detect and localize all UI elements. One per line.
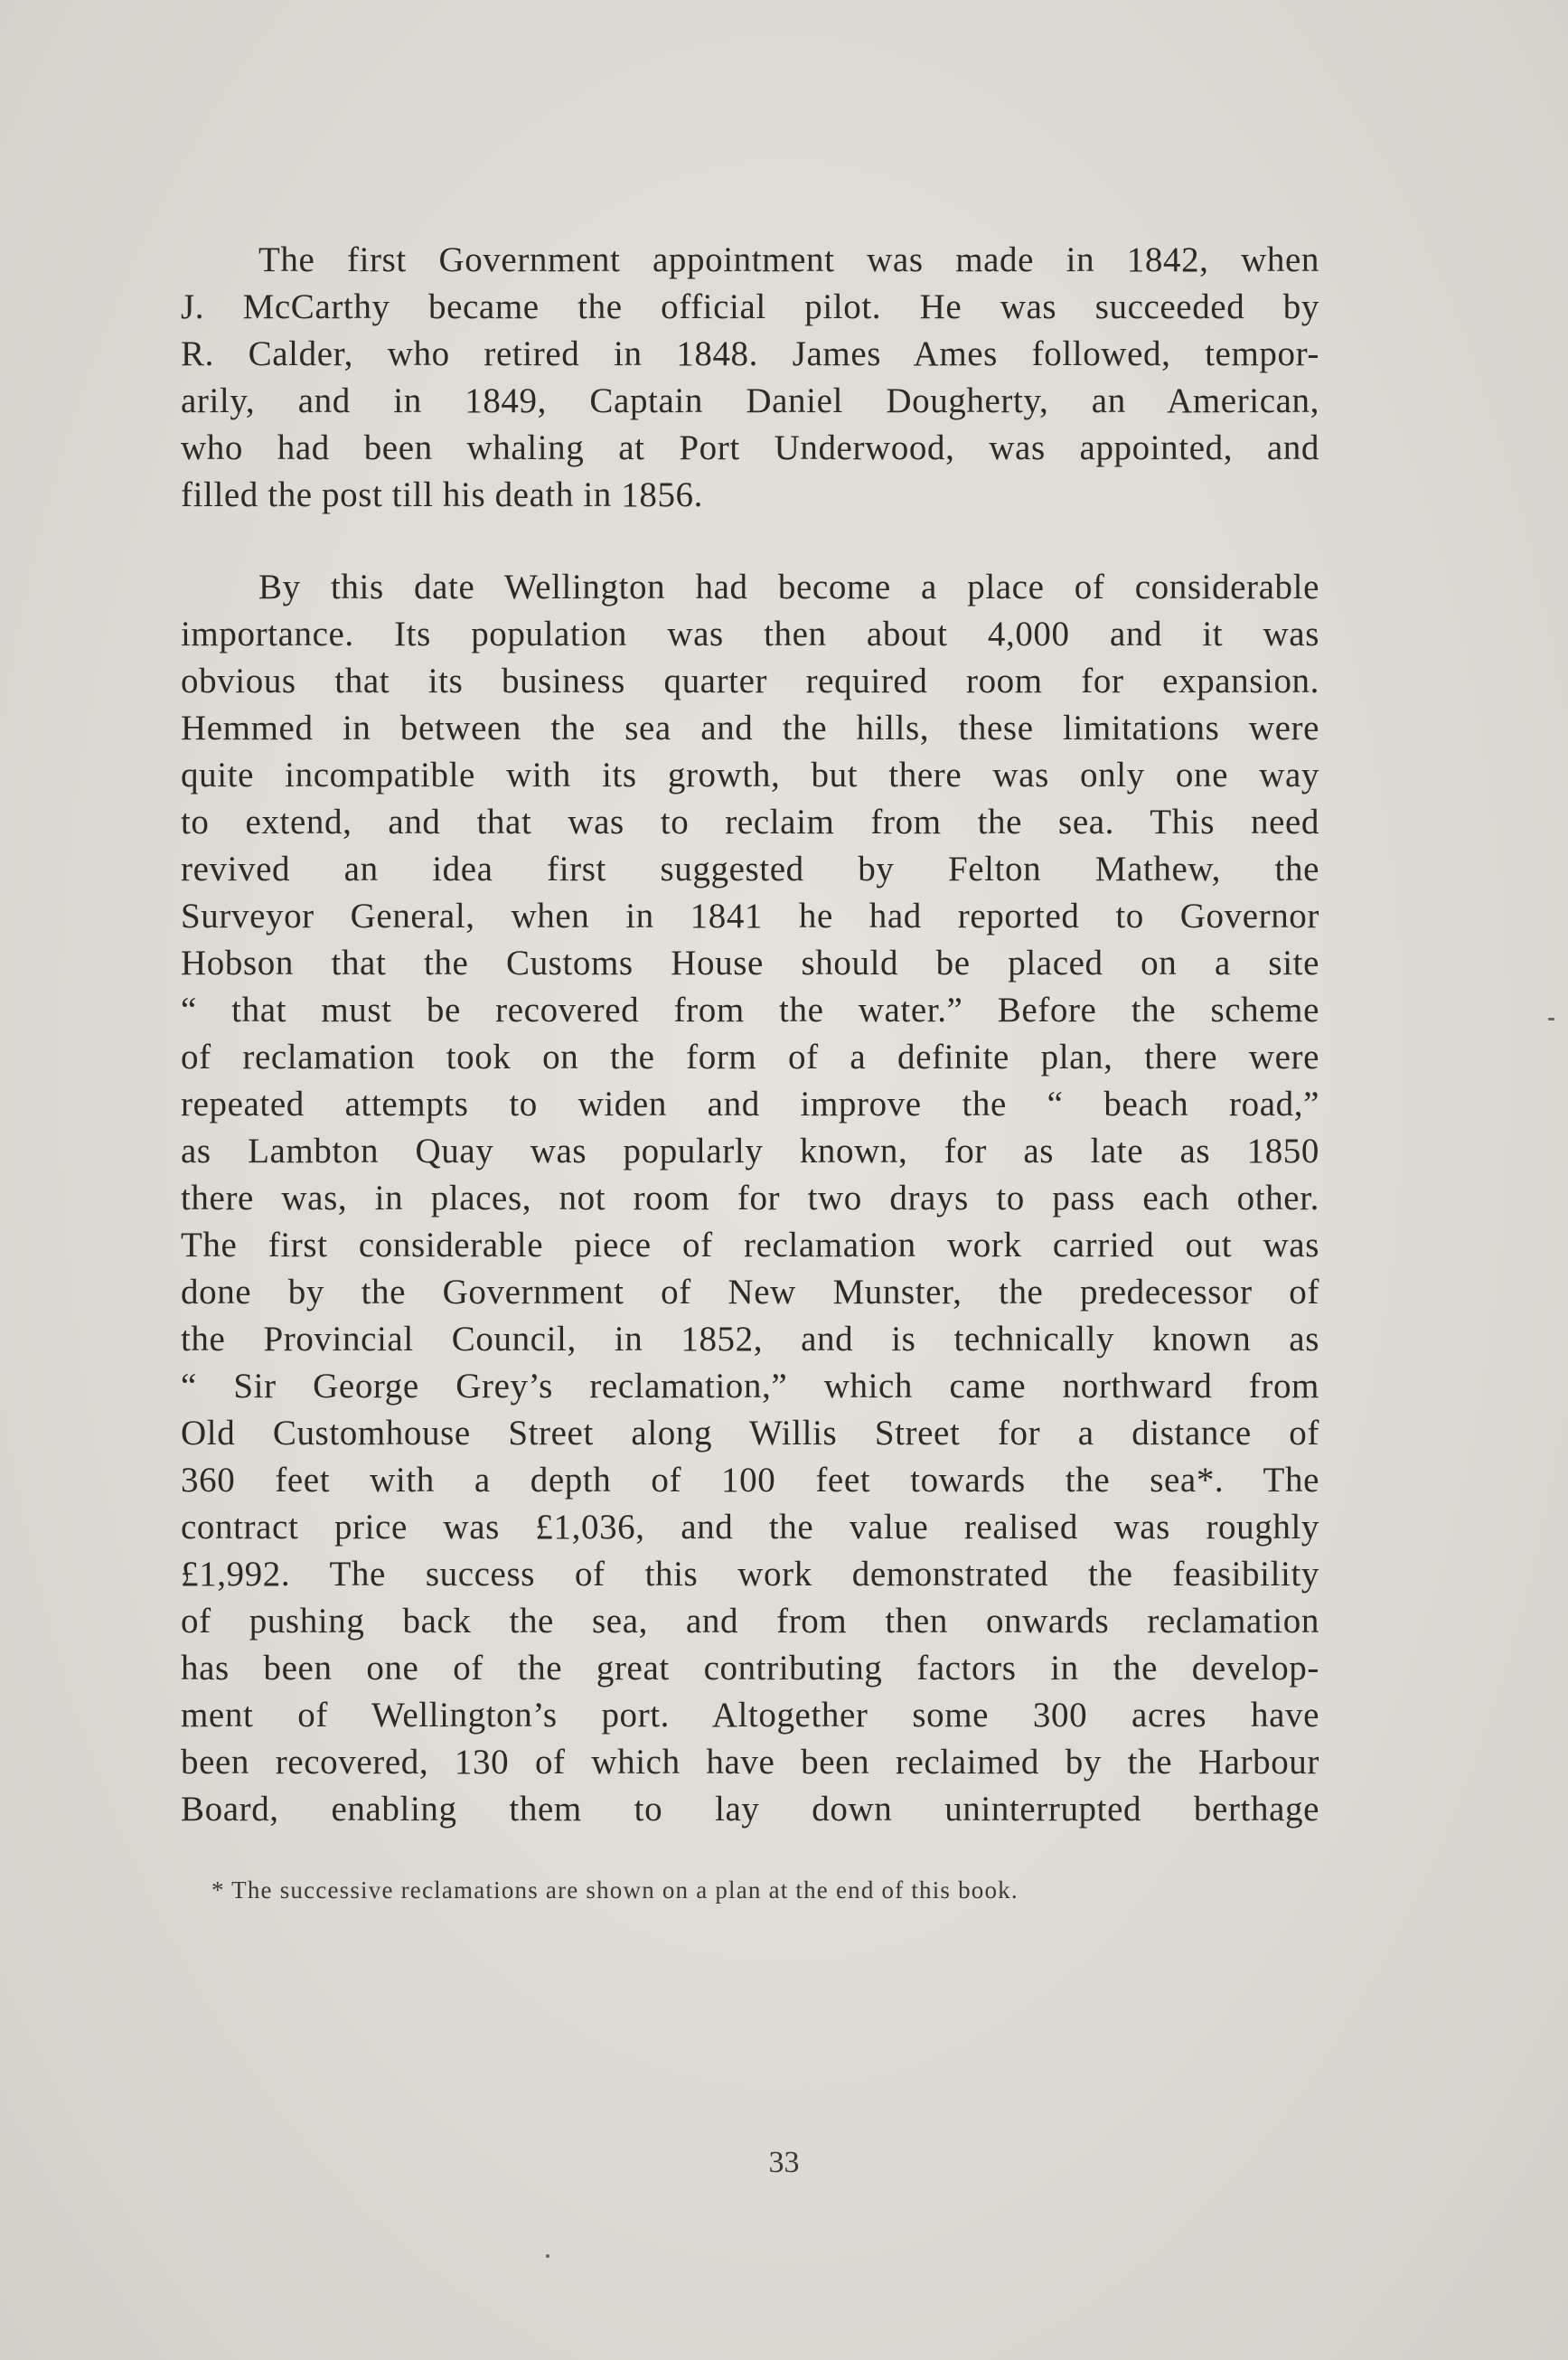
paper-speck — [546, 2254, 549, 2258]
text-line: 360 feet with a depth of 100 feet towards the sea*. The — [181, 1461, 1319, 1500]
text-line: there was, in places, not room for two drays to pass each other. — [181, 1179, 1319, 1218]
text-line: been recovered, 130 of which have been reclaimed by the Harbour — [181, 1743, 1319, 1782]
text-line: of reclamation took on the form of a definite plan, there were — [181, 1038, 1319, 1077]
text-line: to extend, and that was to reclaim from the sea. This need — [181, 803, 1319, 842]
paragraph-reclamation — [181, 564, 1319, 1833]
text-line: The first considerable piece of reclamation work carried out was — [181, 1226, 1319, 1265]
text-line: “ Sir George Grey’s reclamation,” which came northward from — [181, 1367, 1319, 1406]
text-line: obvious that its business quarter required room for expansion. — [181, 662, 1319, 700]
text-line: Board, enabling them to lay down uninterrupted berthage — [181, 1790, 1319, 1829]
text-line: R. Calder, who retired in 1848. James Ames followed, tempor- — [181, 334, 1319, 373]
paper-speck — [1548, 1018, 1554, 1020]
text-line: By this date Wellington had become a place of considerable — [258, 568, 1319, 606]
text-line: J. McCarthy became the official pilot. He was succeeded by — [181, 287, 1319, 326]
text-line: as Lambton Quay was popularly known, for as late as 1850 — [181, 1132, 1319, 1171]
text-line: The first Government appointment was made in 1842, when — [258, 240, 1319, 279]
text-line: arily, and in 1849, Captain Daniel Dougherty, an American, — [181, 381, 1319, 420]
text-line: Old Customhouse Street along Willis Street for a distance of — [181, 1414, 1319, 1453]
page-number: 33 — [768, 2146, 800, 2179]
text-line: revived an idea first suggested by Felton Mathew, the — [181, 850, 1319, 889]
text-line: the Provincial Council, in 1852, and is technically known as — [181, 1320, 1319, 1359]
text-line: who had been whaling at Port Underwood, was appointed, and — [181, 428, 1319, 467]
text-line: quite incompatible with its growth, but there was only one way — [181, 756, 1319, 795]
text-line: £1,992. The success of this work demonstrated the feasibility — [181, 1555, 1319, 1594]
text-line: filled the post till his death in 1856. — [181, 475, 704, 514]
paragraph-pilots — [181, 237, 1319, 519]
text-line: Hemmed in between the sea and the hills, these limitations were — [181, 709, 1319, 747]
text-line: ment of Wellington’s port. Altogether some 300 acres have — [181, 1696, 1319, 1735]
text-line: contract price was £1,036, and the value realised was roughly — [181, 1508, 1319, 1547]
text-line: has been one of the great contributing factors in the develop- — [181, 1649, 1319, 1688]
text-line: done by the Government of New Munster, the predecessor of — [181, 1273, 1319, 1312]
footnote: * The successive reclamations are shown on a plan at the end of this book. — [211, 1876, 1019, 1904]
text-line: Surveyor General, when in 1841 he had reported to Governor — [181, 897, 1319, 936]
text-line: importance. Its population was then about 4,000 and it was — [181, 615, 1319, 653]
text-line: “ that must be recovered from the water.” Before the scheme — [181, 991, 1319, 1030]
text-line: Hobson that the Customs House should be placed on a site — [181, 944, 1319, 983]
text-line: repeated attempts to widen and improve the “ beach road,” — [181, 1085, 1319, 1124]
text-line: of pushing back the sea, and from then onwards reclamation — [181, 1602, 1319, 1641]
